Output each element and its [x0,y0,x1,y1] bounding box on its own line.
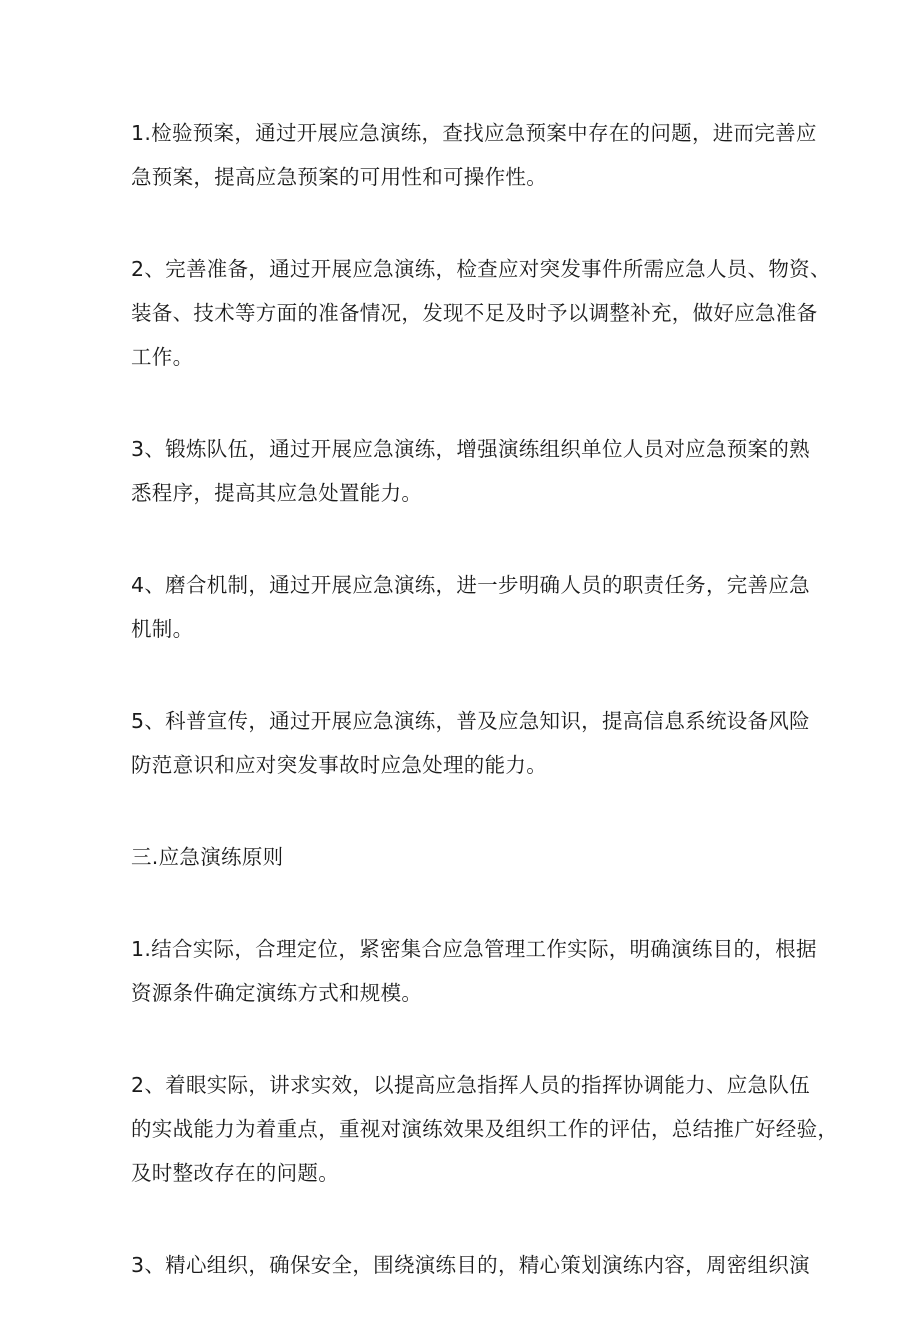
paragraph-principle-3 [131,1243,810,1287]
heading-text: 三.应急演练原则 [131,845,284,869]
text-line: 的实战能力为着重点，重视对演练效果及组织工作的评估，总结推广好经验， [131,1117,839,1141]
paragraph-purpose-5 [131,699,810,787]
text-line: 机制。 [131,617,194,641]
paragraph-purpose-3 [131,427,810,515]
text-line: 2、完善准备，通过开展应急演练，检查应对突发事件所需应急人员、物资、 [131,257,831,281]
text-line: 悉程序，提高其应急处置能力。 [131,481,423,505]
text-line: 2、着眼实际，讲求实效，以提高应急指挥人员的指挥协调能力、应急队伍 [131,1073,810,1097]
paragraph-purpose-2 [131,247,831,379]
text-line: 防范意识和应对突发事故时应急处理的能力。 [131,753,547,777]
text-line: 资源条件确定演练方式和规模。 [131,981,423,1005]
text-line: 1.检验预案，通过开展应急演练，查找应急预案中存在的问题，进而完善应 [131,121,817,145]
text-line: 3、精心组织，确保安全，围绕演练目的，精心策划演练内容，周密组织演 [131,1253,810,1277]
text-line: 3、锻炼队伍，通过开展应急演练，增强演练组织单位人员对应急预案的熟 [131,437,810,461]
text-line: 5、科普宣传，通过开展应急演练，普及应急知识，提高信息系统设备风险 [131,709,810,733]
section-heading [131,835,799,879]
text-line: 4、磨合机制，通过开展应急演练，进一步明确人员的职责任务，完善应急 [131,573,810,597]
paragraph-purpose-4 [131,563,810,651]
document-body [131,111,839,1335]
text-line: 急预案，提高应急预案的可用性和可操作性。 [131,165,547,189]
paragraph-purpose-1 [131,111,817,199]
paragraph-principle-1 [131,927,817,1015]
paragraph-principle-2 [131,1063,839,1195]
text-line: 及时整改存在的问题。 [131,1161,339,1185]
text-line: 1.结合实际，合理定位，紧密集合应急管理工作实际，明确演练目的，根据 [131,937,817,961]
text-line: 装备、技术等方面的准备情况，发现不足及时予以调整补充，做好应急准备 [131,301,818,325]
text-line: 工作。 [131,345,194,369]
